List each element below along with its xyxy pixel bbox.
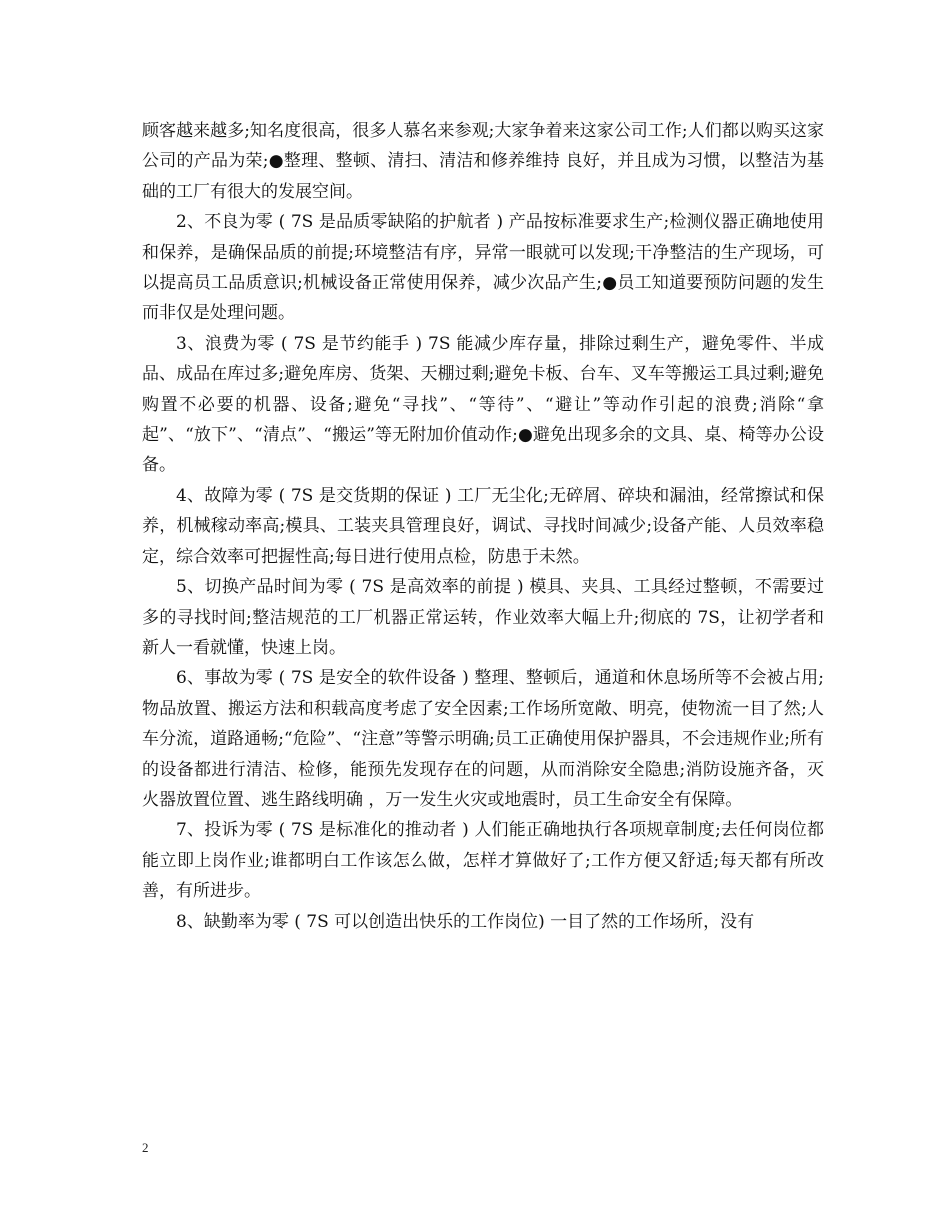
paragraph-complaint-zero: 7、投诉为零 ( 7S 是标准化的推动者 ) 人们能正确地执行各项规章制度;去任何岗位都能立即上岗作业;谁都明白工作该怎么做，怎样才算做好了;工作方便又舒适;每天都有所改善，有所进步。 [142, 820, 824, 902]
paragraph-breakdown-zero: 4、故障为零 ( 7S 是交货期的保证 ) 工厂无尘化;无碎屑、碎块和漏油，经常擦试和保养，机械稼动率高;模具、工装夹具管理良好，调试、寻找时间减少;设备产能、人员效率稳定，综合效率可把握性高;每日进行使用点检，防患于未然。 [142, 485, 824, 567]
paragraph-continuation: 顾客越来越多;知名度很高，很多人慕名来参观;大家争着来这家公司工作;人们都以购买这家公司的产品为荣;●整理、整顿、清扫、清洁和修养维持 良好，并且成为习惯，以整洁为基础的工厂有很大的发展空间。 [142, 121, 824, 202]
paragraph-defects-zero: 2、不良为零 ( 7S 是品质零缺陷的护航者 ) 产品按标准要求生产;检测仪器正确地使用和保养，是确保品质的前提;环境整洁有序，异常一眼就可以发现;干净整洁的生产现场，可以提高员工品质意识;机械设备正常使用保养，减少次品产生;●员工知道要预防问题的发生而非仅是处理问题。 [142, 212, 824, 324]
paragraph-waste-zero: 3、浪费为零 ( 7S 是节约能手 ) 7S 能减少库存量，排除过剩生产，避免零件、半成品、成品在库过多;避免库房、货架、天棚过剩;避免卡板、台车、叉车等搬运工具过剩;避免购置不必要的机器、设备;避免“寻找”、“等待”、“避让”等动作引起的浪费;消除“拿起”、“放下”、“清点”、“搬运”等无附加价值动作;●避免出现多余的文具、桌、椅等办公设备。 [142, 333, 824, 476]
paragraph-absence-zero: 8、缺勤率为零 ( 7S 可以创造出快乐的工作岗位) 一目了然的工作场所，没有 [176, 911, 755, 932]
paragraph-changeover-zero: 5、切换产品时间为零 ( 7S 是高效率的前提 ) 模具、夹具、工具经过整顿，不需要过多的寻找时间;整洁规范的工厂机器正常运转，作业效率大幅上升;彻底的 7S，让初学者和新人一看就懂，快速上岗。 [142, 577, 824, 658]
page-number: 2 [142, 1140, 149, 1155]
paragraph-accident-zero: 6、事故为零 ( 7S 是安全的软件设备 ) 整理、整顿后，通道和休息场所等不会被占用;物品放置、搬运方法和积载高度考虑了安全因素;工作场所宽敞、明亮，使物流一目了然;人车分流，道路通畅;“危险”、“注意”等警示明确;员工正确使用保护器具，不会违规作业;所有的设备都进行清洁、检修，能预先发现存在的问题，从而消除安全隐患;消防设施齐备，灭火器放置位置、逃生路线明确 ，万一发生火灾或地震时，员工生命安全有保障。 [142, 668, 824, 810]
document-body [142, 116, 824, 937]
